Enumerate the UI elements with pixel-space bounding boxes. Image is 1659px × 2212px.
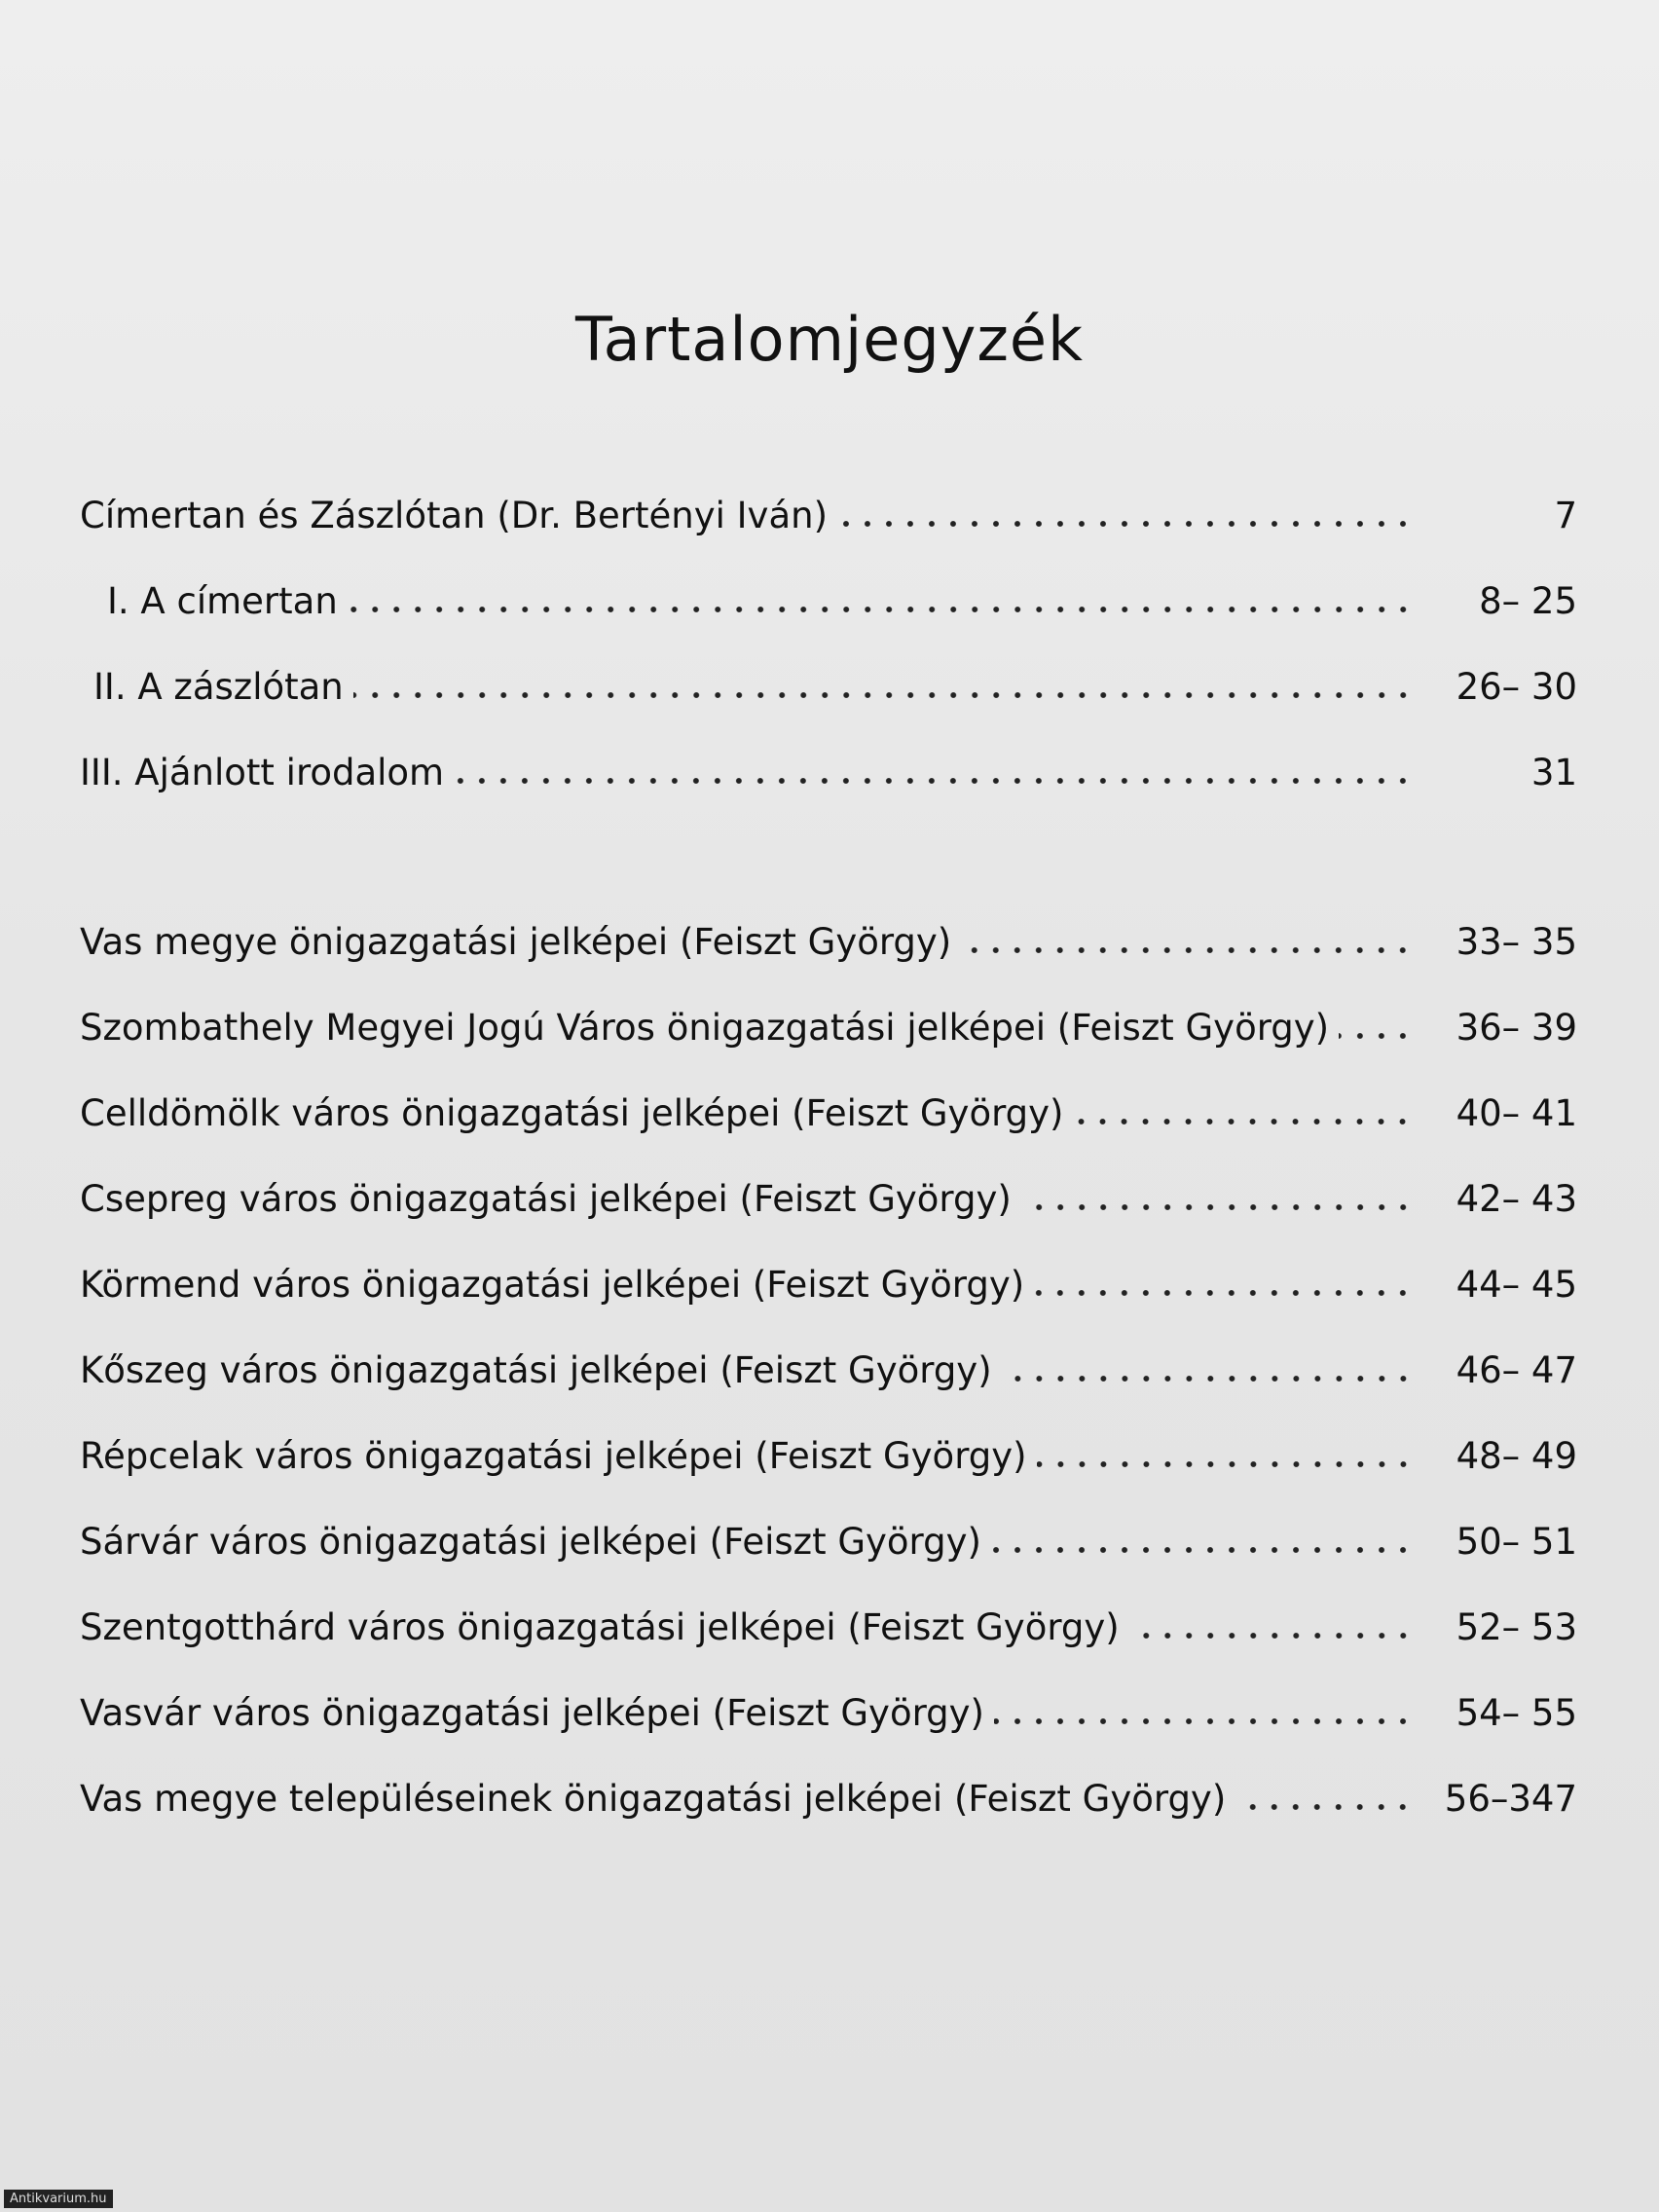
toc-entry: [80, 572, 1577, 631]
toc-entry: [80, 1170, 1577, 1229]
toc-entry-pages: 31: [1530, 752, 1577, 793]
toc-entry-pages: 52– 53: [1456, 1606, 1577, 1648]
dot-leader: [454, 775, 1414, 787]
toc-entry-label: Sárvár város önigazgatási jelképei (Feiszt György): [80, 1521, 981, 1563]
toc-entry-pages: 56–347: [1444, 1778, 1577, 1820]
toc-entry-label: I. A címertan: [107, 580, 338, 622]
toc-entry: [80, 1085, 1577, 1143]
toc-entry-label: Szentgotthárd város önigazgatási jelképei (Feiszt György): [80, 1606, 1120, 1648]
toc-entry: [80, 1770, 1577, 1828]
toc-entry: [80, 658, 1577, 717]
toc-entry: [80, 1599, 1577, 1657]
toc-entry-pages: 33– 35: [1456, 921, 1577, 963]
toc-entry: [80, 1342, 1577, 1400]
toc-entry-label: Vasvár város önigazgatási jelképei (Feiszt György): [80, 1692, 984, 1734]
dot-leader: [991, 1544, 1414, 1556]
toc-entry: [80, 487, 1577, 545]
dot-leader: [1037, 1458, 1414, 1470]
toc-entry-pages: 36– 39: [1456, 1007, 1577, 1049]
toc-entry-pages: 46– 47: [1456, 1349, 1577, 1391]
toc-entry-pages: 54– 55: [1456, 1692, 1577, 1734]
toc-entry-label: Címertan és Zászlótan (Dr. Bertényi Iván): [80, 495, 829, 536]
toc-entry: [80, 913, 1577, 972]
watermark-label: Antikvarium.hu: [4, 2190, 113, 2208]
table-of-contents: [80, 0, 1577, 2212]
toc-entry-label: Csepreg város önigazgatási jelképei (Feiszt György): [80, 1178, 1012, 1220]
toc-entry: [80, 1513, 1577, 1571]
toc-entry: [80, 1256, 1577, 1314]
page-title: Tartalomjegyzék: [575, 304, 1084, 375]
dot-leader: [994, 1715, 1414, 1727]
toc-entry: [80, 1427, 1577, 1486]
toc-entry-pages: 42– 43: [1456, 1178, 1577, 1220]
dot-leader: [1235, 1801, 1414, 1813]
dot-leader: [1021, 1201, 1414, 1213]
toc-entry-label: Répcelak város önigazgatási jelképei (Feiszt György): [80, 1435, 1027, 1477]
toc-entry: [80, 744, 1577, 802]
dot-leader: [961, 944, 1414, 956]
toc-entry-label: III. Ajánlott irodalom: [80, 752, 445, 793]
toc-entry-pages: 26– 30: [1456, 666, 1577, 708]
toc-entry-label: Vas megye önigazgatási jelképei (Feiszt György): [80, 921, 952, 963]
toc-entry-pages: 50– 51: [1456, 1521, 1577, 1563]
dot-leader: [348, 604, 1414, 615]
toc-entry-pages: 7: [1554, 495, 1577, 536]
toc-entry-pages: 40– 41: [1456, 1092, 1577, 1134]
dot-leader: [1034, 1287, 1414, 1299]
toc-entry-label: Körmend város önigazgatási jelképei (Feiszt György): [80, 1264, 1025, 1306]
dot-leader: [1002, 1373, 1414, 1384]
toc-entry-label: Kőszeg város önigazgatási jelképei (Feiszt György): [80, 1349, 992, 1391]
toc-entry-pages: 44– 45: [1456, 1264, 1577, 1306]
toc-entry-label: Vas megye településeinek önigazgatási jelképei (Feiszt György): [80, 1778, 1227, 1820]
dot-leader: [1073, 1116, 1414, 1127]
toc-entry-pages: 8– 25: [1479, 580, 1577, 622]
dot-leader: [1339, 1030, 1414, 1042]
dot-leader: [353, 689, 1414, 701]
dot-leader: [837, 518, 1414, 530]
toc-entry-label: Szombathely Megyei Jogú Város önigazgatási jelképei (Feiszt György): [80, 1007, 1330, 1049]
toc-entry-label: Celldömölk város önigazgatási jelképei (Feiszt György): [80, 1092, 1064, 1134]
dot-leader: [1129, 1630, 1414, 1641]
toc-entry-pages: 48– 49: [1456, 1435, 1577, 1477]
toc-entry-label: II. A zászlótan: [93, 666, 344, 708]
toc-entry: [80, 1684, 1577, 1743]
toc-entry: [80, 999, 1577, 1057]
